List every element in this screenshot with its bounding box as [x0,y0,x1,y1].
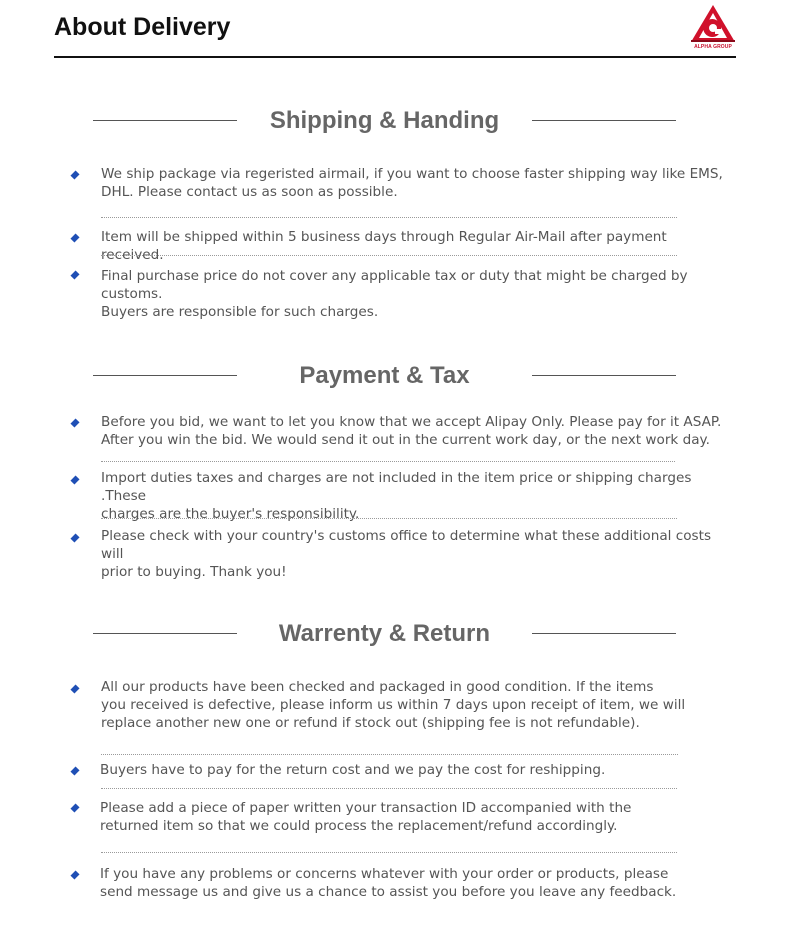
list-item-text: Before you bid, we want to let you know that we accept Alipay Only. Please pay for it ASAP. After you win the bid. We would send it out in the current work day, or the next work day. [101,414,722,448]
logo-wordmark: ALPHA GROUP [694,44,732,50]
heading-rule-right [532,633,676,634]
dotted-divider [101,255,677,256]
section-heading [93,617,676,651]
dotted-divider [101,461,675,462]
list-item-text: Final purchase price do not cover any applicable tax or duty that might be charged by customs. Buyers are responsible for such charges. [101,268,688,320]
list-item-text: Please add a piece of paper written your transaction ID accompanied with the returned item so that we could process the replacement/refund accordingly. [100,800,632,834]
diamond-bullet-icon [70,475,79,484]
alpha-group-logo [688,4,738,52]
list-item-text: We ship package via regeristed airmail, if you want to choose faster shipping way like EMS, DHL. Please contact us as soon as possible. [101,166,723,200]
dotted-divider [101,754,678,755]
list-item-text: All our products have been checked and packaged in good condition. If the items you received is defective, please inform us within 7 days upon receipt of item, we will replace another new one or refund if stock out (shipping fee is not refundable). [101,679,686,731]
diamond-bullet-icon [70,870,79,879]
diamond-bullet-icon [70,270,79,279]
section-heading [93,359,676,393]
list-item-text: Please check with your country's customs office to determine what these additional costs will prior to buying. Thank you! [101,528,712,580]
dotted-divider [101,852,677,853]
list-item-text: Buyers have to pay for the return cost and we pay the cost for reshipping. [100,762,606,778]
diamond-bullet-icon [70,418,79,427]
diamond-bullet-icon [70,170,79,179]
header-divider [54,56,736,58]
dotted-divider [101,788,677,789]
section-heading [93,104,676,138]
diamond-bullet-icon [70,233,79,242]
diamond-bullet-icon [70,533,79,542]
section-title: Payment & Tax [299,362,470,389]
page-title: About Delivery [54,13,231,41]
diamond-bullet-icon [70,684,79,693]
diamond-bullet-icon [70,803,79,812]
heading-rule-right [532,120,676,121]
heading-rule-right [532,375,676,376]
list-item-text: Import duties taxes and charges are not included in the item price or shipping charges .These charges are the buyer's responsibility. [101,470,692,522]
section-title: Shipping & Handing [269,107,500,134]
logo-mark-icon [688,4,738,46]
diamond-bullet-icon [70,766,79,775]
dotted-divider [101,518,677,519]
list-item-text: If you have any problems or concerns whatever with your order or products, please send message us and give us a chance to assist you before you leave any feedback. [100,866,677,900]
list-item-text: Item will be shipped within 5 business days through Regular Air-Mail after payment received. [101,229,667,263]
dotted-divider [101,217,677,218]
section-title: Warrenty & Return [278,620,491,647]
